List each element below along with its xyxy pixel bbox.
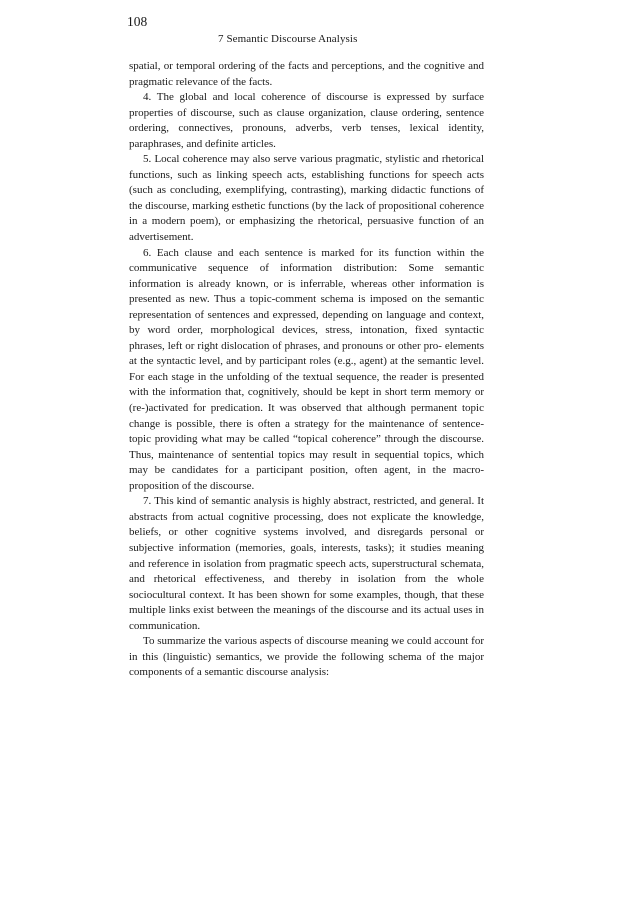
body-text [129,59,484,681]
paragraph-point-5: 5. Local coherence may also serve various pragmatic, stylistic and rhetorical functions, such as linking speech acts, establishing functions for speech acts (such as concluding, exemplifying, contrasting), marking didactic functions of the discourse, marking esthetic functions (by the lack of propositional coherence in a modern poem), or emphasizing the rhetorical, persuasive function of an advertisement. [129,153,484,244]
paragraph-point-7: 7. This kind of semantic analysis is highly abstract, restricted, and general. It abstracts from actual cognitive processing, does not explicate the knowledge, beliefs, or other cognitive systems involved, and disregards personal or subjective information (memories, goals, interests, tasks); it studies meaning and reference in isolation from pragmatic speech acts, superstructural schemata, and rhetorical effectiveness, and thereby in isolation from the whole sociocultural context. It has been shown for some examples, though, that these multiple links exist between the meanings of the discourse and its actual uses in communication. [129,495,484,632]
page-number: 108 [127,14,148,29]
paragraph-summary: To summarize the various aspects of discourse meaning we could account for in this (linguistic) semantics, we provide the following schema of the major components of a semantic discourse analysis: [129,635,484,679]
paragraph-continued: spatial, or temporal ordering of the facts and perceptions, and the cognitive and pragmatic relevance of the facts. [129,60,484,88]
running-head: 7 Semantic Discourse Analysis [218,33,358,45]
paragraph-point-6: 6. Each clause and each sentence is marked for its function within the communicative sequence of information distribution: Some semantic information is already known, or is inferrable, whereas other information is presented as new. Thus a topic-comment schema is imposed on the semantic representation of sentences and expressed, depending on language and context, by word order, morphological devices, stress, intonation, fixed syntactic phrases, left or right dislocation of phrases, and pronouns or other pro- elements at the syntactic level, and by participant roles (e.g., agent) at the semantic level. For each stage in the unfolding of the textual sequence, the reader is presented with the information that, cognitively, should be kept in short term memory or (re-)activated for predication. It was observed that although permanent topic change is possible, there is often a strategy for the maintenance of sentence-topic providing what may be called “topical coherence” through the discourse. Thus, maintenance of sentential topics may result in sequential topics, which may be candidates for a participant position, often agent, in the macroproposition of the discourse. [129,246,484,492]
paragraph-point-4: 4. The global and local coherence of discourse is expressed by surface properties of discourse, such as clause organization, clause ordering, sentence ordering, connectives, pronouns, adverbs, verb tenses, lexical identity, paraphrases, and definite articles. [129,91,484,150]
